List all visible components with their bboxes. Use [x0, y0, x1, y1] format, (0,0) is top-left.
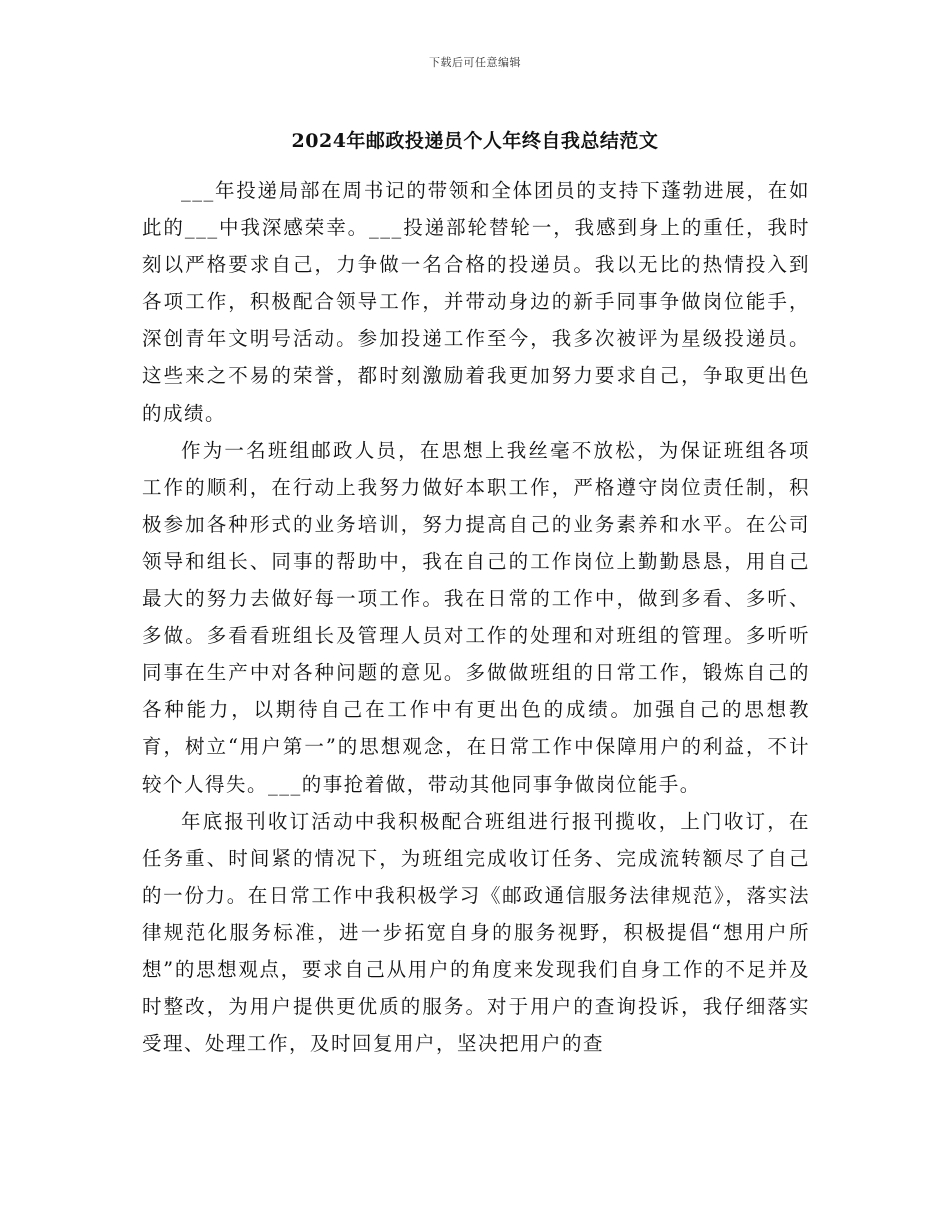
header-note: 下载后可任意编辑 [429, 56, 521, 69]
paragraph-2: 作为一名班组邮政人员，在思想上我丝毫不放松，为保证班组各项工作的顺利，在行动上我努力做好本职工作，严格遵守岗位责任制，积极参加各种形式的业务培训，努力提高自己的业务素养和水平。在公司领导和组长、同事的帮助中，我在自己的工作岗位上勤勤恳恳，用自己最大的努力去做好每一项工作。我在日常的工作中，做到多看、多听、多做。多看看班组长及管理人员对工作的处理和对班组的管理。多听听同事在生产中对各种问题的意见。多做做班组的日常工作，锻炼自己的各种能力，以期待自己在工作中有更出色的成绩。加强自己的思想教育，树立“用户第一”的思想观念，在日常工作中保障用户的利益，不计较个人得失。___的事抢着做，带动其他同事争做岗位能手。 [142, 438, 810, 796]
document-title: 2024年邮政投递员个人年终自我总结范文 [291, 130, 659, 152]
paragraph-3: 年底报刊收订活动中我积极配合班组进行报刊揽收，上门收订，在任务重、时间紧的情况下，为班组完成收订任务、完成流转额尽了自己的一份力。在日常工作中我积极学习《邮政通信服务法律规范》，落实法律规范化服务标准，进一步拓宽自身的服务视野，积极提倡“想用户所想”的思想观点，要求自己从用户的角度来发现我们自身工作的不足并及时整改，为用户提供更优质的服务。对于用户的查询投诉，我仔细落实受理、处理工作，及时回复用户，坚决把用户的查 [142, 809, 810, 1056]
document-body [142, 172, 810, 1062]
paragraph-1: ___年投递局部在周书记的带领和全体团员的支持下蓬勃进展，在如此的___中我深感荣幸。___投递部轮替轮一，我感到身上的重任，我时刻以严格要求自己，力争做一名合格的投递员。我以无比的热情投入到各项工作，积极配合领导工作，并带动身边的新手同事争做岗位能手，深创青年文明号活动。参加投递工作至今，我多次被评为星级投递员。这些来之不易的荣誉，都时刻激励着我更加努力要求自己，争取更出色的成绩。 [142, 179, 810, 425]
